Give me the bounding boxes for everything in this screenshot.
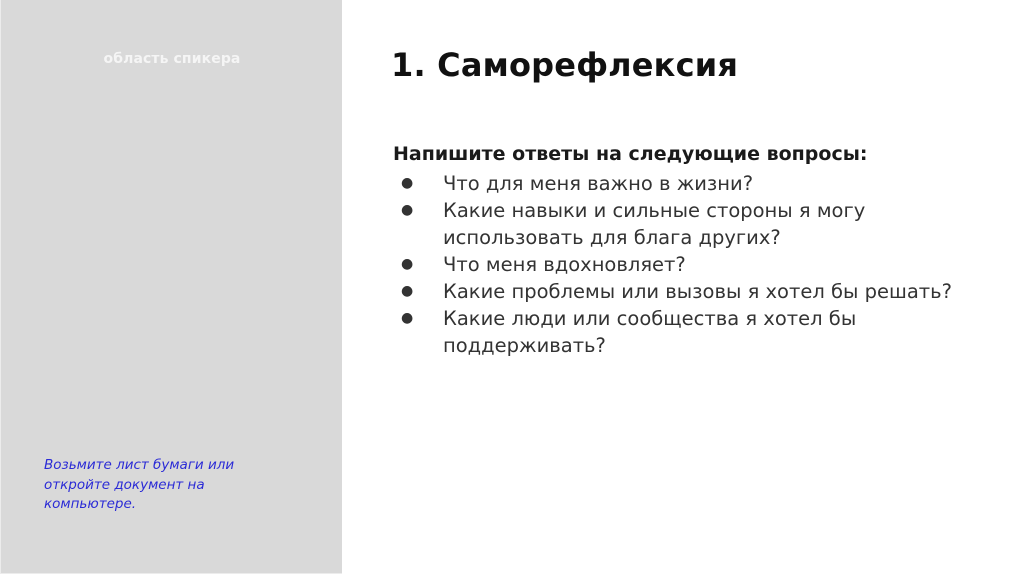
speaker-area-panel — [0, 0, 342, 574]
bullet-icon: ● — [401, 202, 414, 218]
bullet-icon: ● — [401, 175, 414, 191]
speaker-note: Возьмите лист бумаги или откройте документ на компьютере. — [44, 457, 235, 512]
slide-title: 1. Саморефлексия — [391, 46, 739, 84]
slide-content — [391, 0, 991, 574]
bullet-icon: ● — [401, 283, 414, 299]
question-item — [401, 251, 961, 278]
question-text: Что меня вдохновляет? — [443, 253, 686, 276]
question-text: Какие проблемы или вызовы я хотел бы решать? — [443, 280, 952, 303]
question-text: Какие навыки и сильные стороны я могу использовать для блага других? — [443, 199, 866, 249]
bullet-icon: ● — [401, 256, 414, 272]
question-text: Что для меня важно в жизни? — [443, 172, 754, 195]
bullet-icon: ● — [401, 310, 414, 326]
question-item — [401, 278, 961, 305]
question-item — [401, 197, 961, 251]
questions-list — [401, 170, 961, 359]
question-text: Какие люди или сообщества я хотел бы поддерживать? — [443, 307, 857, 357]
question-item — [401, 170, 961, 197]
questions-prompt: Напишите ответы на следующие вопросы: — [393, 143, 868, 165]
question-item — [401, 305, 961, 359]
speaker-area-label: область спикера — [103, 51, 241, 67]
